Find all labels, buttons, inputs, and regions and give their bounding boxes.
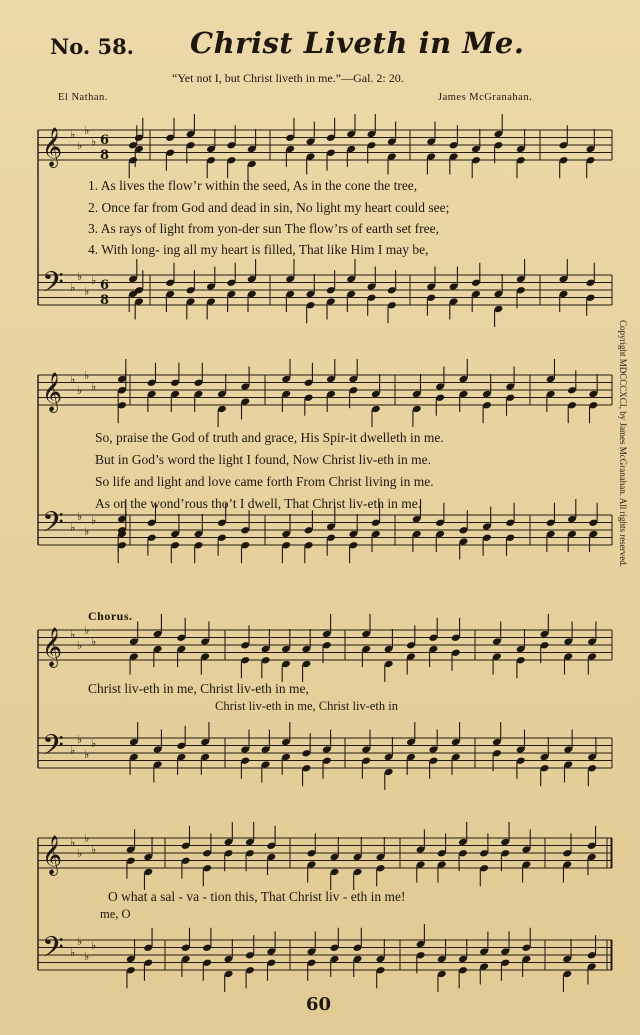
flat-sign: ♭	[77, 935, 83, 948]
flat-sign: ♭	[84, 124, 90, 137]
flat-sign: ♭	[91, 843, 97, 856]
scripture-reference: “Yet not I, but Christ liveth in me.”—Gal. 2: 20.	[172, 71, 404, 85]
page-number: 60	[306, 994, 332, 1015]
time-signature-top: 6	[100, 278, 110, 293]
flat-sign: ♭	[84, 624, 90, 637]
verse-1-line-1: 1. As lives the flow’r within the seed, As in the cone the tree,	[88, 178, 418, 193]
staff-7	[38, 832, 612, 876]
flat-sign: ♭	[91, 737, 97, 750]
bass-clef: 𝄢	[42, 931, 64, 971]
flat-sign: ♭	[84, 748, 90, 761]
staff-4	[38, 506, 612, 546]
treble-clef: 𝄞	[42, 372, 63, 412]
time-signature-bottom: 8	[100, 148, 110, 163]
flat-sign: ♭	[91, 135, 97, 148]
flat-sign: ♭	[70, 281, 76, 294]
flat-sign: ♭	[77, 847, 83, 860]
treble-clef: 𝄞	[42, 835, 63, 875]
chorus-line-1: Christ liv-eth in me, Christ liv-eth in me,	[88, 681, 309, 696]
staff-8	[38, 931, 612, 971]
flat-sign: ♭	[70, 744, 76, 757]
bass-clef: 𝄢	[42, 506, 64, 546]
flat-sign: ♭	[70, 521, 76, 534]
time-signature-bottom: 8	[100, 293, 110, 308]
flat-sign: ♭	[91, 274, 97, 287]
verse-1-line-2: So, praise the God of truth and grace, His Spir-it dwelleth in me.	[95, 430, 444, 445]
chorus-line-2-bass: me, O	[100, 907, 131, 921]
hymn-title: Christ Liveth in Me.	[190, 26, 525, 60]
flat-sign: ♭	[77, 384, 83, 397]
verse-3-line-2: So life and light and love came forth From Christ living in me.	[95, 474, 434, 489]
verse-4-line-1: 4. With long- ing all my heart is filled, That like Him I may be,	[88, 242, 429, 257]
verse-2-line-1: 2. Once far from God and dead in sin, No light my heart could see;	[88, 200, 450, 215]
flat-sign: ♭	[84, 525, 90, 538]
flat-sign: ♭	[70, 628, 76, 641]
verse-3-line-1: 3. As rays of light from yon-der sun The flow’rs of earth set free,	[88, 221, 440, 236]
composer: James McGranahan.	[438, 92, 533, 103]
flat-sign: ♭	[70, 946, 76, 959]
verse-4-line-2: As on the wond’rous tho’t I dwell, That Christ liv-eth in me.	[95, 496, 422, 511]
flat-sign: ♭	[77, 510, 83, 523]
verse-2-line-2: But in God’s word the light I found, Now Christ liv-eth in me.	[95, 452, 431, 467]
flat-sign: ♭	[84, 285, 90, 298]
flat-sign: ♭	[70, 128, 76, 141]
copyright-notice: Copyright MDCCCXCI, by James McGranahan. All rights reserved.	[618, 320, 628, 567]
flat-sign: ♭	[77, 733, 83, 746]
flat-sign: ♭	[77, 270, 83, 283]
treble-clef: 𝄞	[42, 127, 63, 167]
treble-clef: 𝄞	[42, 627, 63, 667]
time-signature-top: 6	[100, 133, 110, 148]
flat-sign: ♭	[84, 369, 90, 382]
flat-sign: ♭	[70, 836, 76, 849]
staff-1	[38, 124, 612, 168]
flat-sign: ♭	[70, 373, 76, 386]
flat-sign: ♭	[84, 950, 90, 963]
flat-sign: ♭	[77, 139, 83, 152]
flat-sign: ♭	[91, 635, 97, 648]
flat-sign: ♭	[91, 514, 97, 527]
flat-sign: ♭	[84, 832, 90, 845]
chorus-line-2: O what a sal - va - tion this, That Christ liv - eth in me!	[108, 889, 406, 904]
chorus-label: Chorus.	[88, 609, 133, 623]
bass-clef: 𝄢	[42, 729, 64, 769]
flat-sign: ♭	[91, 939, 97, 952]
chorus-line-1-bass: Christ liv-eth in me, Christ liv-eth in	[215, 699, 398, 713]
staff-2	[38, 266, 612, 308]
bass-clef: 𝄢	[42, 266, 64, 306]
lyricist: El Nathan.	[58, 92, 108, 103]
flat-sign: ♭	[77, 639, 83, 652]
flat-sign: ♭	[91, 380, 97, 393]
hymn-number: No. 58.	[50, 34, 134, 59]
